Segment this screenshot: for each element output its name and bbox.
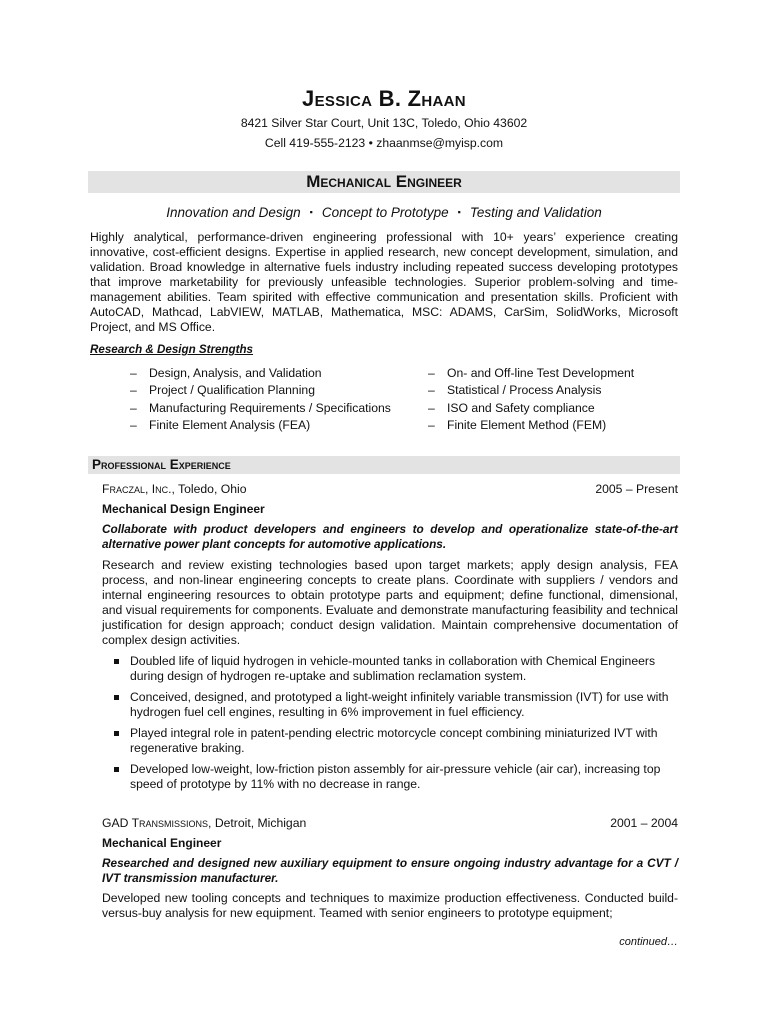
tagline-item: Testing and Validation: [469, 205, 602, 220]
bullet-square-icon: [114, 659, 119, 664]
strength-item: [428, 417, 698, 434]
company-title: GAD Transmissions: [102, 816, 209, 830]
strength-label: Manufacturing Requirements / Specifications: [149, 400, 391, 415]
strength-item: [130, 365, 400, 382]
dash-icon: –: [428, 383, 435, 398]
job-role: Mechanical Engineer: [102, 836, 222, 850]
strengths-title: Research & Design Strengths: [90, 343, 254, 356]
dash-icon: –: [130, 417, 137, 432]
profile-summary: Highly analytical, performance-driven engineering professional with 10+ years’ experience creating innovative, cost-efficient designs. Expertise in applied research, new concept development, simulation, and validation. Broad knowledge in alternative fuels industry including repeated success developing prototypes that improve marketability for previously unfeasible technologies. Superior problem-solving and time-management abilities. Team spirited with effective communication and presentation skills. Proficient with AutoCAD, Mathcad, LabVIEW, MATLAB, Mathematica, MSC: ADAMS, CarSim, SolidWorks, Microsoft Project, and MS Office.: [90, 230, 678, 334]
resume-header: [0, 86, 768, 152]
strength-label: Finite Element Analysis (FEA): [149, 417, 311, 432]
achievement-item: [112, 726, 678, 756]
job-header: [102, 482, 678, 498]
strengths-heading: [90, 342, 678, 357]
strength-item: [428, 382, 698, 399]
dash-icon: –: [130, 400, 137, 415]
title-banner: Mechanical Engineer: [88, 171, 680, 193]
strengths-column-right: [428, 365, 698, 434]
achievement-text: Conceived, designed, and prototyped a light-weight infinitely variable transmission (IVT) for use with hydrogen fuel cell engines, resulting in 6% improvement in fuel efficiency.: [130, 690, 669, 719]
dash-icon: –: [428, 417, 435, 432]
job-role: Mechanical Design Engineer: [102, 502, 265, 516]
job-dates: 2001 – 2004: [610, 816, 678, 830]
tagline-separator-icon: ▪: [457, 207, 461, 217]
achievement-item: [112, 690, 678, 720]
dash-icon: –: [130, 366, 137, 380]
job-summary: Researched and designed new auxiliary equipment to ensure ongoing industry advantage for a CVT / IVT transmission manufacturer.: [102, 856, 678, 885]
bullet-square-icon: [114, 767, 119, 772]
strength-label: On- and Off-line Test Development: [447, 366, 635, 380]
strength-label: ISO and Safety compliance: [447, 400, 595, 415]
achievement-list: [112, 654, 678, 798]
tagline: [88, 203, 680, 222]
company-name: [102, 816, 306, 831]
dash-icon: –: [428, 400, 435, 415]
strength-item: [428, 365, 698, 382]
tagline-separator-icon: ▪: [309, 207, 313, 217]
achievement-item: [112, 654, 678, 684]
bullet-square-icon: [114, 731, 119, 736]
bullet-square-icon: [114, 695, 119, 700]
strength-label: Design, Analysis, and Validation: [149, 366, 322, 380]
strength-item: [130, 382, 400, 399]
strength-label: Finite Element Method (FEM): [447, 417, 607, 432]
tagline-item: Concept to Prototype: [321, 205, 449, 220]
strength-item: [130, 400, 400, 417]
strength-item: [130, 417, 400, 434]
job-dates: 2005 – Present: [595, 482, 678, 496]
achievement-text: Doubled life of liquid hydrogen in vehicle-mounted tanks in collaboration with Chemical Engineers during design of hydrogen re-uptake and sublimation reclamation system.: [130, 654, 656, 683]
job-description: Developed new tooling concepts and techniques to maximize production effectiveness. Conducted build-versus-buy analysis for new equipment. Teamed with senior engineers to prototype equipment;: [102, 891, 678, 920]
continued-note: continued…: [619, 936, 678, 948]
strength-label: Statistical / Process Analysis: [447, 383, 602, 398]
dash-icon: –: [428, 366, 435, 380]
job-summary: Collaborate with product developers and engineers to develop and operationalize state-of-the-art alternative power plant concepts for automotive applications.: [102, 522, 678, 551]
candidate-name: Jessica B. Zhaan: [302, 86, 466, 111]
strengths-column-left: [130, 365, 400, 434]
strength-label: Project / Qualification Planning: [149, 383, 315, 398]
company-title: Fraczal, Inc.: [102, 482, 172, 496]
achievement-text: Developed low-weight, low-friction piston assembly for air-pressure vehicle (air car), increasing top speed of prototype by 11% with no decrease in range.: [130, 762, 661, 791]
contact-line: Cell 419-555-2123 • zhaanmse@myisp.com: [264, 136, 504, 150]
dash-icon: –: [130, 383, 137, 398]
achievement-item: [112, 762, 678, 792]
company-name: [102, 482, 246, 497]
company-location: , Toledo, Ohio: [171, 482, 247, 496]
address: 8421 Silver Star Court, Unit 13C, Toledo, Ohio 43602: [240, 116, 528, 130]
job-description: Research and review existing technologies based upon target markets; apply design analysis, FEA process, and non-linear engineering concepts to create plans. Coordinate with suppliers / vendors and internal engineering resources to obtain prototype parts and equipment; define functional, dimensional, and visual requirements for components. Evaluate and demonstrate manufacturing feasibility and technical justification for design approach; conduct design validation. Maintain comprehensive documentation of complex design activities.: [102, 558, 678, 647]
strength-item: [428, 400, 698, 417]
job-header: [102, 816, 678, 832]
company-location: , Detroit, Michigan: [208, 816, 307, 830]
achievement-text: Played integral role in patent-pending electric motorcycle concept combining miniaturized IVT with regenerative braking.: [130, 726, 658, 755]
tagline-item: Innovation and Design: [166, 205, 301, 220]
experience-banner: Professional Experience: [88, 456, 680, 474]
